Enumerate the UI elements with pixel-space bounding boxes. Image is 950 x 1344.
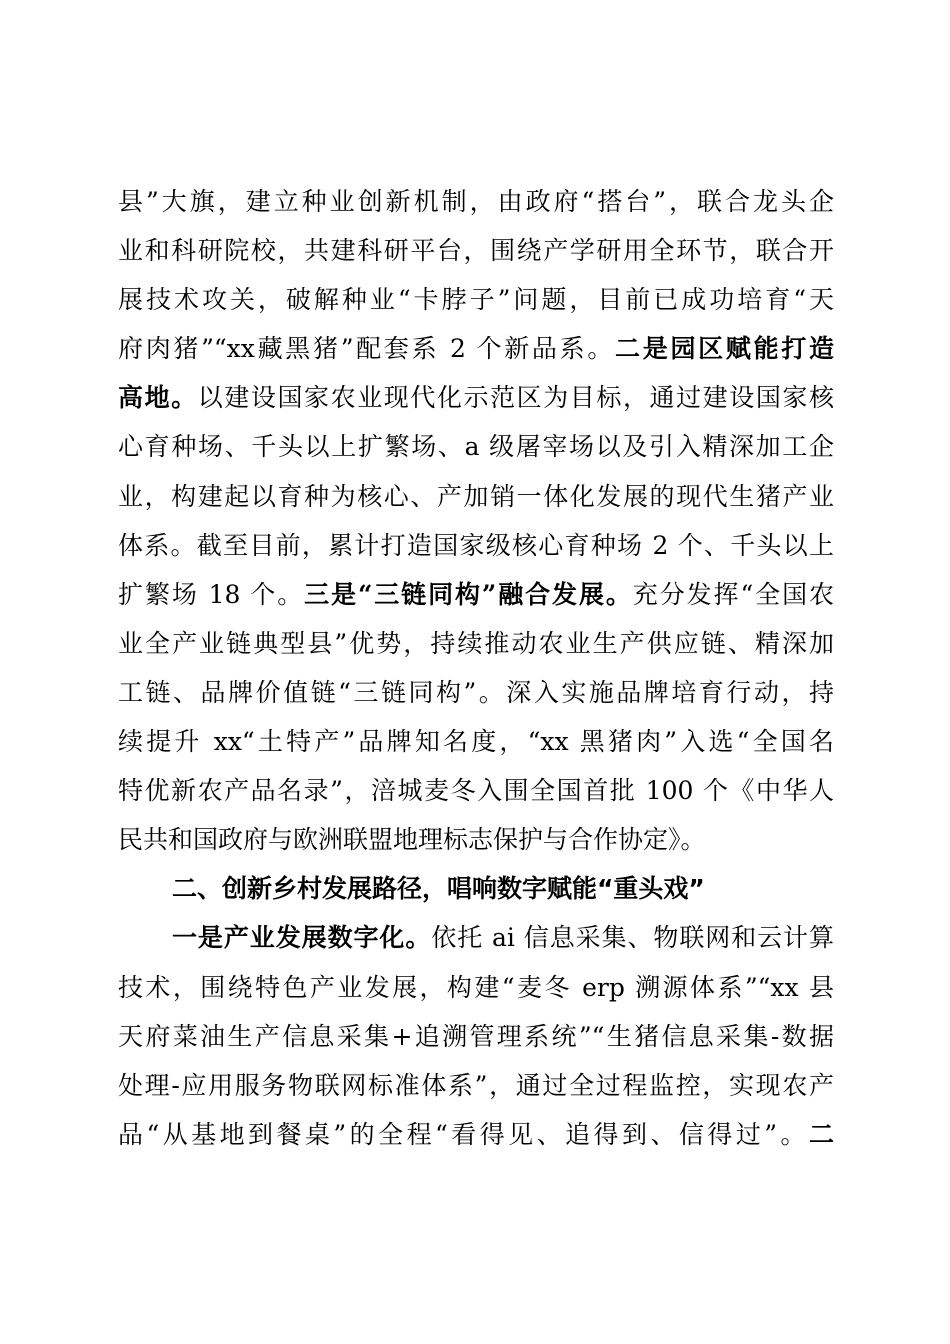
bold-subheading: 二是园区赋能打造 <box>615 334 834 364</box>
text-line <box>118 226 834 275</box>
bold-subheading: 一是产业发展数字化。 <box>172 923 432 953</box>
text-run: 业，构建起以育种为核心、产加销一体化发展的现代生猪产业 <box>118 481 834 511</box>
text-run: 天府菜油生产信息采集+追溯管理系统”“生猪信息采集-数据 <box>118 1021 834 1051</box>
text-run: 民共和国政府与欧洲联盟地理标志保护与合作协定》。 <box>118 825 706 855</box>
text-line <box>118 373 834 422</box>
text-run: 处理-应用服务物联网标准体系”，通过全过程监控，实现农产 <box>118 1070 834 1100</box>
text-line <box>118 521 834 570</box>
text-run: 充分发挥“全国农 <box>632 579 834 609</box>
text-line <box>118 963 834 1012</box>
text-line <box>118 766 834 815</box>
text-run: 心育种场、千头以上扩繁场、a 级屠宰场以及引入精深加工企 <box>118 432 834 462</box>
text-line <box>118 472 834 521</box>
text-run: 扩繁场 18 个。 <box>118 579 305 609</box>
text-run: 工链、品牌价值链“三链同构”。深入实施品牌培育行动，持 <box>118 677 834 707</box>
text-run: 展技术攻关，破解种业“卡脖子”问题，目前已成功培育“天 <box>118 285 834 315</box>
text-line <box>118 1061 834 1110</box>
text-run: 业全产业链典型县”优势，持续推动农业生产供应链、精深加 <box>118 628 834 658</box>
text-run: 续提升 xx“土特产”品牌知名度，“xx 黑猪肉”入选“全国名 <box>118 727 834 757</box>
text-run: 体系。截至目前，累计打造国家级核心育种场 2 个、千头以上 <box>118 530 834 560</box>
text-line <box>118 422 834 471</box>
text-run: 技术，围绕特色产业发展，构建“麦冬 erp 溯源体系”“xx 县 <box>118 972 834 1002</box>
text-run: 以建设国家农业现代化示范区为目标，通过建设国家核 <box>197 383 834 413</box>
text-line <box>118 717 834 766</box>
bold-subheading: 高地。 <box>118 383 198 413</box>
text-run: 品“从基地到餐桌”的全程“看得见、追得到、信得过”。 <box>118 1119 809 1149</box>
text-line <box>118 570 834 619</box>
text-line <box>118 1012 834 1061</box>
text-line <box>118 177 834 226</box>
text-line <box>118 668 834 717</box>
text-line <box>118 913 834 962</box>
text-line <box>118 1110 834 1159</box>
text-run: 特优新农产品名录”，涪城麦冬入围全国首批 100 个《中华人 <box>118 776 834 806</box>
text-run: 县”大旗，建立种业创新机制，由政府“搭台”，联合龙头企 <box>118 187 834 216</box>
section-heading <box>118 864 834 913</box>
body-text <box>118 177 834 1159</box>
text-run: 依托 ai 信息采集、物联网和云计算 <box>431 923 834 953</box>
section-heading-text: 二、创新乡村发展路径，唱响数字赋能“重头戏” <box>172 874 705 904</box>
bold-subheading: 二 <box>808 1119 834 1149</box>
text-run: 府肉猪”“xx藏黑猪”配套系 2 个新品系。 <box>118 334 616 364</box>
bold-subheading: 三是“三链同构”融合发展。 <box>304 579 633 609</box>
text-line <box>118 324 834 373</box>
text-line <box>118 275 834 324</box>
text-run: 业和科研院校，共建科研平台，围绕产学研用全环节，联合开 <box>118 236 834 266</box>
text-line <box>118 619 834 668</box>
text-line <box>118 815 834 864</box>
